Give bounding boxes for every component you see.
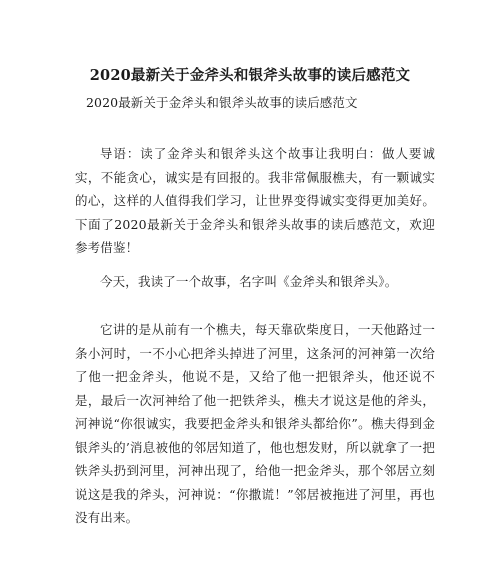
- today-paragraph: 今天，我读了一个故事，名字叫《金斧头和银斧头》。: [100, 274, 398, 289]
- story-paragraph: 它讲的是从前有一个樵夫，每天靠砍柴度日，一天他路过一条小河时，一不小心把斧头掉进了河里，这条河的河神第一次给了他一把金斧头，他说不是，又给了他一把银斧头，他还说不是，最后一次河神给了他一把铁斧头，樵夫才说这是他的斧头，河神说“你很诚实，我要把金斧头和银斧头都给你”。樵夫得到金银斧头的’消息被他的邻居知道了，他也想发财，所以就拿了一把铁斧头扔到河里，河神出现了，给他一把金斧头，那个邻居立刻说这是我的斧头，河神说：“你撒谎！”邻居被拖进了河里，再也没有出来。: [75, 322, 435, 525]
- page-bottom-edge: [0, 552, 500, 566]
- document-title: 2020最新关于金斧头和银斧头故事的读后感范文: [89, 67, 411, 84]
- intro-paragraph: 导语：读了金斧头和银斧头这个故事让我明白：做人要诚实，不能贪心，诚实是有回报的。我非常佩服樵夫，有一颗诚实的心，这样的人值得我们学习，让世界变得诚实变得更加美好。下面了2020最新关于金斧头和银斧头故事的读后感范文，欢迎参考借鉴！: [75, 146, 435, 255]
- document-subtitle: 2020最新关于金斧头和银斧头故事的读后感范文: [86, 95, 358, 110]
